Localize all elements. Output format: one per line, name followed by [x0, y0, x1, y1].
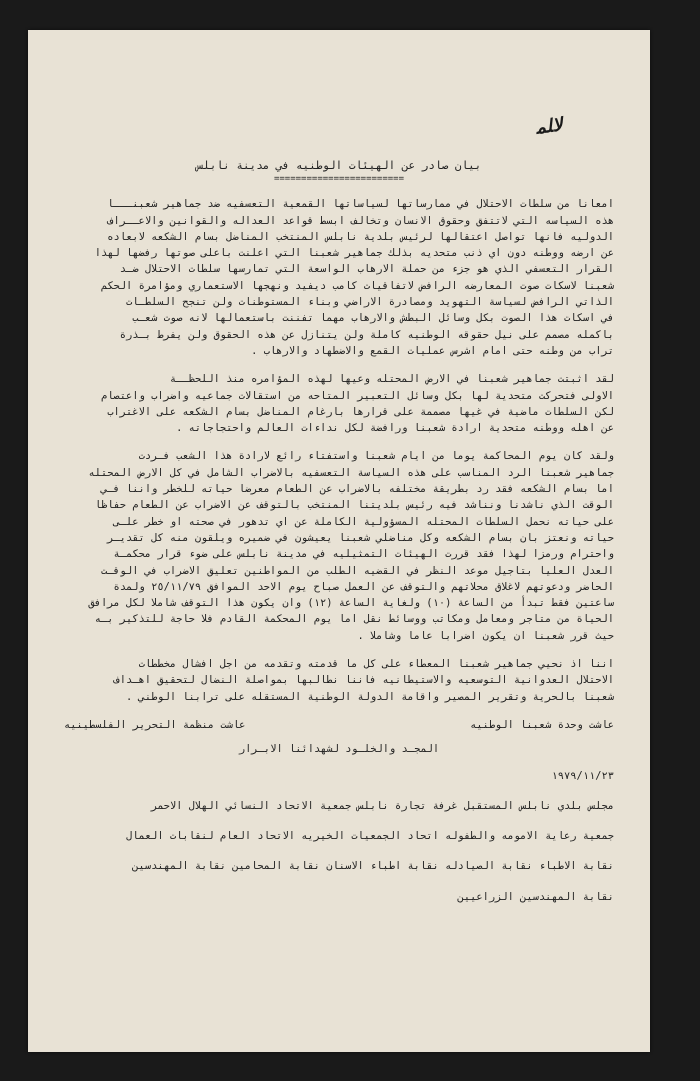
paragraph-line: الدوليه فانها تواصل اعتقالها لرئيس بلدية نابلس المنتخب المناضل بسام الشكعه لابعاده	[107, 230, 614, 243]
paragraph-line: الاولى فتحركت متحدية لها بكل وسائل التعبير المتاحه من استقالات جماعيه واضراب واعتصام	[101, 389, 614, 402]
paragraph-line: ساعتين فقط تبدأ من الساعة (١٠) ولغاية الساعة (١٢) وان يكون هذا التوقف شاملا لكل مرافق	[88, 597, 614, 610]
paragraph-line: شعبنا لاسكات صوت المعارضه الرافض لاتفاقيات كامب ديفيد ونهجها الاستعماري ومؤامرة الحكم	[101, 279, 614, 292]
paragraph-line: شعبنا بالحرية وتقرير المصير واقامة الدولة الوطنية المستقله على ترابنا الوطني .	[126, 690, 614, 703]
paragraph-line: اننا اذ نحيي جماهير شعبنا المعطاء على كل ما قدمته وتقدمه من اجل افشال مخططات	[138, 658, 614, 671]
paragraph-line: جماهير شعبنا الرد المناسب على هذه السياسة التعسفيه بالاضراب الشامل في كل الارض المحتله	[88, 466, 614, 479]
paragraph-line: الاحتلال العدوانية التوسعيه والاستيطانيه فاننا نطالبها بمواصلة النضال لتحقيق اهـداف	[113, 674, 614, 687]
paragraph-line: لقد اثبتت جماهير شعبنا في الارض المحتله وعيها لهذه المؤامره منذ اللحظــة	[169, 373, 614, 386]
signatory-line: جمعية رعاية الامومه والطفوله اتحاد الجمعيات الخيريه الاتحاد العام لنقابات العمال	[126, 830, 614, 843]
paragraph-line: لكن السلطات ماضية في غيها مصممة على قرارها بارغام المناضل بسام الشكعه على الاغتراب	[107, 405, 614, 418]
signatory-line: نقابة الاطباء نقابة الصيادله نقابة اطباء الاسنان نقابة المحامين نقابة المهندسين	[132, 860, 614, 873]
paragraph-line: هذه السياسه التي لاتتفق وحقوق الانسان وتخالف ابسط قواعد العداله والقوانين والاعــراف	[107, 214, 614, 227]
document-title: بيان صادر عن الهيئات الوطنيه في مدينة نابلس	[196, 159, 482, 172]
signatory-line: مجلس بلدي نابلس المستقبل غرفة تجارة نابلس جمعية الاتحاد النسائي الهلال الاحمر	[151, 799, 614, 812]
paragraph-line: العدل العليا بتاجيل موعد النظر في القضيه الطلب من المواطنين تعليق الاضراب في الوقـت	[101, 564, 614, 577]
document-date: ١٩٧٩/١١/٢٣	[551, 769, 614, 782]
closing-center: المجـد والخلـود لشهدائنا الابـرار	[238, 743, 440, 756]
paragraph-line: الحاضر ودعوتهم لاغلاق محلاتهم والتوقف عن العمل صباح يوم الاحد الموافق ٢٥/١١/٧٩ ولمدة	[113, 580, 614, 593]
closing-left: عاشت منظمة التحرير الفلسطينيه	[64, 718, 246, 731]
paragraph-line: واحترام ورمزا لهذا فقد قررت الهيئات التمثيليه في مدينة نابلس على ضوء قرار محكمـة	[113, 548, 614, 561]
closing-right: عاشت وحدة شعبنا الوطنيه	[470, 718, 614, 731]
paragraph-line: على حياته نحمل السلطات المحتله المسؤولية الكاملة عن اي تدهور في صحته او خطر علـى	[113, 515, 614, 528]
paragraph-line: امعانا من سلطات الاحتلال في ممارساتها لسياساتها القمعية التعسفيه ضد جماهير شعبنـــا	[107, 198, 614, 211]
document-page	[28, 30, 650, 1052]
paragraph-line: الحياة من متاجر ومعامل ومكاتب ووسائط نقل اما يوم المحكمة القادم فلا حاجة للتذكير بـه	[94, 613, 614, 626]
paragraph-line: اما بسام الشكعه فقد رد بطريقة مختلفه بالاضراب عن الطعام معرضا حياته للخطر واننا فـي	[101, 483, 614, 496]
paragraph-line: باكمله مصمم على نيل حقوقه الوطنيه كاملة ولن يتنازل عن هذه الحقوق ولن يفرط بـذرة	[119, 328, 614, 341]
document-body	[64, 158, 614, 919]
paragraph-line: عن اهله ووطنه متحدية ارادة شعبنا ورافضة لكل نداءات العالم واحتجاجاته .	[176, 422, 614, 435]
handwritten-note: ﻻﻠﻤ	[534, 114, 564, 139]
signatories	[64, 798, 614, 905]
paragraph-line: القرار التعسفي الذي هو جزء من حملة الارهاب الواسعة التي تمارسها سلطات الاحتلال ضـد	[119, 263, 614, 276]
paragraph	[64, 656, 614, 705]
paragraph-line: حيث قرر شعبنا ان يكون اضرابا عاما وشاملا .	[357, 629, 614, 642]
signatory-line: نقابة المهندسين الزراعيين	[457, 890, 614, 903]
paragraph-line: عن ارضه ووطنه دون اي ذنب متحديه بذلك جماهير شعبنا التي اعلنت باعلى صوتها رفضها لهذا	[94, 247, 614, 260]
paragraph	[64, 196, 614, 359]
paragraph-line: حياته ونعتز بان بسام الشكعه وكل مناضلي شعبنا يعيشون في ضميره ويلقون منه كل تقديـر	[107, 531, 614, 544]
paragraph-line: الذاتي الرافض لسياسة التهويد ومصادرة الاراضي وبناء المستوطنات ولن تنجح السلطـات	[126, 296, 614, 309]
paragraphs	[64, 196, 614, 705]
paragraph-line: الوقت الذي ناشدنا ونناشد فيه رئيس بلديتنا المنتخب بالتوقف عن الاضراب عن الطعام حفاظا	[94, 499, 614, 512]
paragraph-line: في اسكات هذا الصوت بكل وسائل البطش والارهاب مهما تفننت باستعمالها لانه صوت شعـب	[132, 312, 614, 325]
paragraph	[64, 448, 614, 644]
paragraph-line: ولقد كان يوم المحاكمة يوما من ايام شعبنا واستفتاء رائع لارادة هذا الشعب فـردت	[138, 450, 614, 463]
paragraph	[64, 371, 614, 436]
paragraph-line: تراب من وطنه حتى امام اشرس عمليات القمع والاضطهاد والارهاب .	[251, 344, 614, 357]
title-underline: ========================	[273, 174, 405, 185]
closing-slogans	[64, 717, 614, 733]
